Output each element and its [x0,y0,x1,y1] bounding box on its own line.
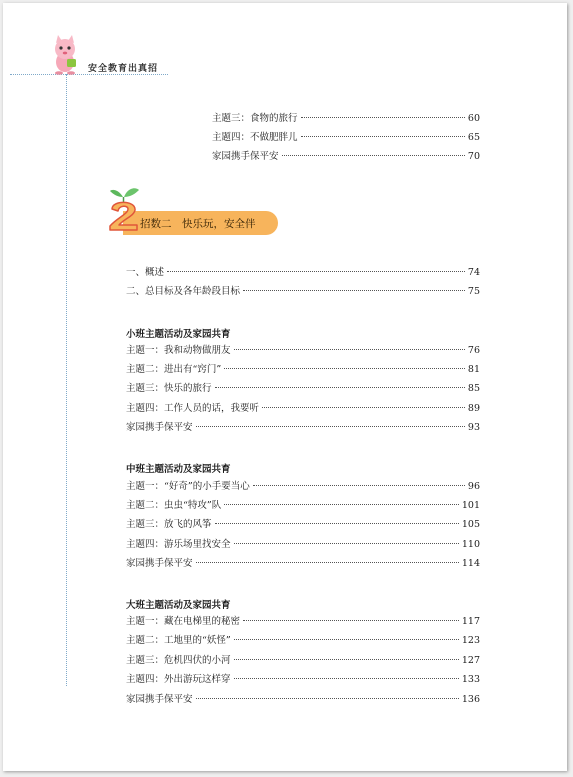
toc-entry-title: 主题二：进出有“窍门” [126,364,222,375]
toc-entry-title: 家园携手保平安 [126,422,193,433]
dot-leader [167,271,465,272]
toc-entry[interactable] [126,285,480,299]
dot-leader [282,155,465,156]
toc-entry[interactable] [126,402,480,416]
toc-entry[interactable] [126,344,480,358]
toc-entry-page: 114 [461,558,480,569]
toc-entry[interactable] [126,693,480,707]
dot-leader [243,620,459,621]
section-heading: 小班主题活动及家园共育 [126,329,231,340]
dot-leader [224,504,459,505]
toc-entry-title: 主题四：工作人员的话，我要听 [126,403,260,414]
dot-leader [234,543,459,544]
toc-entry-page: 81 [467,364,480,375]
toc-entry[interactable] [126,480,480,494]
toc-entry[interactable] [212,150,480,164]
toc-entry-title: 家园携手保平安 [212,151,279,162]
toc-entry-page: 123 [461,635,480,646]
dot-leader [234,639,459,640]
header-guide-line [10,74,168,75]
dot-leader [262,407,465,408]
toc-entry[interactable] [212,131,480,145]
dot-leader [215,523,459,524]
toc-entry-title: 一、概述 [126,267,165,278]
toc-entry-page: 65 [467,132,480,143]
toc-entry-title: 家园携手保平安 [126,558,193,569]
toc-entry-title: 主题一：“好奇”的小手要当心 [126,481,250,492]
toc-entry[interactable] [126,654,480,668]
toc-entry-page: 89 [467,403,480,414]
toc-entry[interactable] [126,499,480,513]
toc-entry-title: 主题四：外出游玩这样穿 [126,674,231,685]
toc-entry-title: 主题一：藏在电梯里的秘密 [126,616,241,627]
toc-entry-title: 主题二：虫虫“特攻”队 [126,500,222,511]
toc-entry-title: 主题四：游乐场里找安全 [126,539,231,550]
toc-entry-title: 主题四：不做肥胖儿 [212,132,298,143]
chapter-title: 招数二 快乐玩，安全伴 [140,218,256,230]
toc-entry[interactable] [126,382,480,396]
toc-entry-title: 家园携手保平安 [126,694,193,705]
dot-leader [301,136,465,137]
toc-entry[interactable] [126,363,480,377]
toc-entry[interactable] [126,557,480,571]
dot-leader [215,387,465,388]
dot-leader [234,678,459,679]
toc-entry-title: 主题一：我和动物做朋友 [126,345,231,356]
toc-entry[interactable] [212,112,480,126]
toc-entry-page: 60 [467,113,480,124]
dot-leader [234,349,465,350]
toc-entry-title: 主题二：工地里的“妖怪” [126,635,231,646]
sprout-number-two-icon [106,183,142,231]
toc-entry-page: 85 [467,383,480,394]
toc-entry-page: 93 [467,422,480,433]
toc-entry[interactable] [126,421,480,435]
toc-entry-page: 110 [461,539,480,550]
toc-entry-page: 75 [467,286,480,297]
header-title: 安全教育出真招 [88,64,159,74]
dot-leader [196,562,459,563]
dot-leader [243,290,465,291]
toc-entry-page: 101 [461,500,480,511]
toc-entry-page: 127 [461,655,480,666]
toc-entry[interactable] [126,538,480,552]
section-heading: 大班主题活动及家园共育 [126,600,231,611]
toc-entry[interactable] [126,634,480,648]
section-heading: 中班主题活动及家园共育 [126,464,231,475]
toc-entry-title: 主题三：快乐的旅行 [126,383,212,394]
toc-entry[interactable] [126,615,480,629]
toc-entry-page: 117 [461,616,480,627]
toc-entry-title: 主题三：放飞的风筝 [126,519,212,530]
toc-entry-title: 主题三：食物的旅行 [212,113,298,124]
dot-leader [196,698,459,699]
dot-leader [224,368,465,369]
dot-leader [301,117,465,118]
toc-entry-page: 136 [461,694,480,705]
toc-entry[interactable] [126,518,480,532]
toc-entry-page: 96 [467,481,480,492]
dot-leader [196,426,465,427]
toc-entry-page: 70 [467,151,480,162]
toc-entry-page: 105 [461,519,480,530]
toc-entry-page: 76 [467,345,480,356]
dot-leader [253,485,465,486]
toc-entry-title: 主题三：危机四伏的小河 [126,655,231,666]
toc-entry-page: 133 [461,674,480,685]
toc-entry[interactable] [126,266,480,280]
toc-entry[interactable] [126,673,480,687]
cartoon-mascot-icon [48,35,82,75]
toc-entry-title: 二、总目标及各年龄段目标 [126,286,241,297]
dot-leader [234,659,459,660]
toc-entry-page: 74 [467,267,480,278]
margin-guide-line [66,74,67,686]
